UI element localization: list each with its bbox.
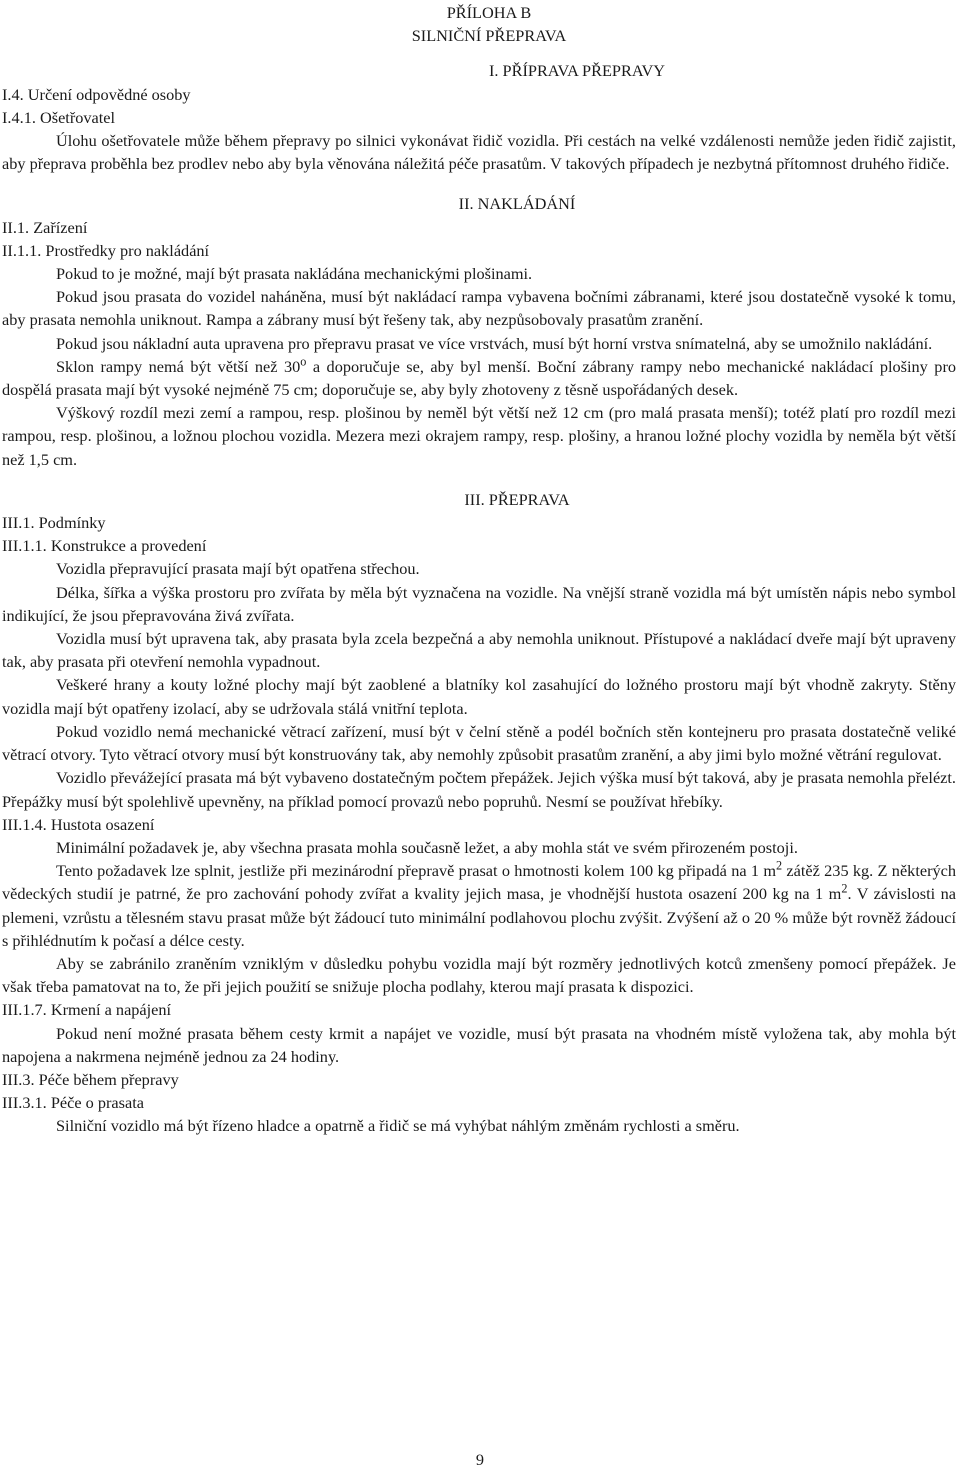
paragraph-ramp-slope xyxy=(2,355,956,401)
heading-pig-care: III.3.1. Péče o prasata xyxy=(2,1093,144,1113)
paragraph-multi-deck: Pokud jsou nákladní auta upravena pro přepravu prasat ve více vrstvách, musí být horní vrstva snímatelná, aby se umožnilo nakládání. xyxy=(56,333,933,353)
paragraph-pen-size: Aby se zabránilo zraněním vzniklým v důsledku pohybu vozidla mají být rozměry jednotlivých kotců zmenšeny pomocí přepážek. Je však třeba pamatovat na to, že při jejich použití se snižuje plocha podlahy, kterou mají prasata k dispozici. xyxy=(2,953,956,997)
density-text-c: . V závislosti na plemeni, vzrůstu a tělesném stavu prasat může být žádoucí tuto minimální podlahovou plochu zvýšit. Zvýšení až o 20 % může být rovněž žádoucí s přihlédnutím k počasí a délce cesty. xyxy=(2,884,956,950)
heading-conditions: III.1. Podmínky xyxy=(2,513,106,533)
ramp-slope-text-b: a doporučuje se, aby byl menší. Boční zábrany rampy nebo mechanické nakládací plošiny pro dospělá prasata mají být vysoké nejméně 75 cm; doporučuje se, aby byly zhotoveny z těsně uspořádaných desek. xyxy=(2,356,957,400)
square-superscript: 2 xyxy=(841,881,848,896)
paragraph-driving: Silniční vozidlo má být řízeno hladce a opatrně a řidič se má vyhýbat náhlým změnám rychlosti a směru. xyxy=(56,1116,740,1136)
page-number: 9 xyxy=(475,1450,485,1469)
paragraph-density xyxy=(2,859,956,952)
paragraph-attendant: Úlohu ošetřovatele může během přepravy po silnici vykonávat řidič vozidla. Při cestách na velké vzdálenosti nemůže jeden řidič zajistit, aby přeprava proběhla bez prodlev nebo aby byla věnována náležitá péče prasatům. V takových případech je nezbytná přítomnost druhého řidiče. xyxy=(2,131,956,174)
paragraph-ramp-barriers: Pokud jsou prasata do vozidel naháněna, musí být nakládací rampa vybavena bočními zábranami, které jsou dostatečně vysoké k tomu, aby prasata nemohla uniknout. Rampa a zábrany musí být řešeny tak, aby nezpůsobovaly prasatům zranění. xyxy=(2,287,956,330)
heading-loading-means: II.1.1. Prostředky pro nakládání xyxy=(2,240,210,260)
paragraph-edges-insulation: Veškeré hrany a kouty ložné plochy mají být zaoblené a blatníky kol zasahující do ložného prostoru mají být vhodně zakryty. Stěny vozidla mají být opatřeny izolací, aby se udržovala stálá vnitřní teplota. xyxy=(2,675,956,718)
paragraph-dimensions-sign: Délka, šířka a výška prostoru pro zvířata by měla být vyznačena na vozidle. Na vnější straně vozidla má být umístěn nápis nebo symbol indikující, že jsou přepravována živá zvířata. xyxy=(2,582,956,625)
paragraph-feeding: Pokud není možné prasata během cesty krmit a napájet ve vozidle, musí být prasata na vhodném místě vyložena tak, aby mohla být napojena a nakrmena nejméně jednou za 24 hodiny. xyxy=(2,1023,956,1066)
annex-title: PŘÍLOHA B xyxy=(446,3,532,22)
paragraph-ventilation: Pokud vozidlo nemá mechanické větrací zařízení, musí být v čelní stěně a podél bočních stěn kontejneru pro prasata dostatečně veliké větrací otvory. Tyto větrací otvory musí být konstruovány tak, aby nemohly způsobit prasatům zranění, a aby jimi bylo možné větrání regulovat. xyxy=(2,721,956,765)
density-text-b: zátěž 235 kg. Z některých vědeckých studií je patrné, že pro zachování pohody zvířat a kvality jejich masa, je vhodnější hustota osazení 200 kg na 1 m xyxy=(2,861,956,904)
paragraph-roof: Vozidla přepravující prasata mají být opatřena střechou. xyxy=(56,559,420,579)
heading-equipment: II.1. Zařízení xyxy=(2,217,88,237)
degree-superscript: o xyxy=(300,354,307,369)
paragraph-mechanical-platforms: Pokud to je možné, mají být prasata nakládána mechanickými plošinami. xyxy=(56,264,533,284)
heading-feeding-watering: III.1.7. Krmení a napájení xyxy=(2,1000,172,1020)
document-page xyxy=(2,0,956,1138)
square-superscript: 2 xyxy=(776,858,783,873)
section-title-transport: III. PŘEPRAVA xyxy=(464,489,570,509)
heading-attendant: I.4.1. Ošetřovatel xyxy=(2,107,116,127)
section-title-loading: II. NAKLÁDÁNÍ xyxy=(458,194,576,214)
paragraph-height-difference: Výškový rozdíl mezi zemí a rampou, resp. plošinou by neměl být větší než 12 cm (pro malá prasata menší); totéž platí pro rozdíl mezi rampou, resp. plošinou, a ložnou plochou vozidla. Mezera mezi okrajem rampy, resp. plošiny, a hranou ložné plochy vozidla by neměla být větší než 1,5 cm. xyxy=(2,403,956,469)
density-text-a: Tento požadavek lze splnit, jestliže při mezinárodní přepravě prasat o hmotnosti kolem 100 kg připadá na 1 m xyxy=(56,861,776,881)
ramp-slope-text-a: Sklon rampy nemá být větší než 30 xyxy=(56,356,301,376)
heading-construction: III.1.1. Konstrukce a provedení xyxy=(2,536,207,556)
heading-responsible-persons: I.4. Určení odpovědné osoby xyxy=(2,84,191,104)
annex-subtitle: SILNIČNÍ PŘEPRAVA xyxy=(411,26,567,46)
paragraph-minimum-requirement: Minimální požadavek je, aby všechna prasata mohla současně ležet, a aby mohla stát ve svém přirozeném postoji. xyxy=(56,837,798,857)
paragraph-partitions: Vozidlo převážející prasata má být vybaveno dostatečným počtem přepážek. Jejich výška musí být taková, aby je prasata nemohla přelézt. Přepážky musí být spolehlivě upevněny, na příklad pomocí provazů nebo popruhů. Nesmí se používat hřebíky. xyxy=(2,768,956,811)
heading-care-during-transport: III.3. Péče během přepravy xyxy=(2,1069,179,1089)
heading-stocking-density: III.1.4. Hustota osazení xyxy=(2,814,155,834)
paragraph-vehicle-safety: Vozidla musí být upravena tak, aby prasata byla zcela bezpečná a aby nemohla uniknout. Přístupové a nakládací dveře mají být upraveny tak, aby prasata při otevření nemohla vypadnout. xyxy=(2,629,956,672)
section-title-preparation: I. PŘÍPRAVA PŘEPRAVY xyxy=(488,61,665,81)
